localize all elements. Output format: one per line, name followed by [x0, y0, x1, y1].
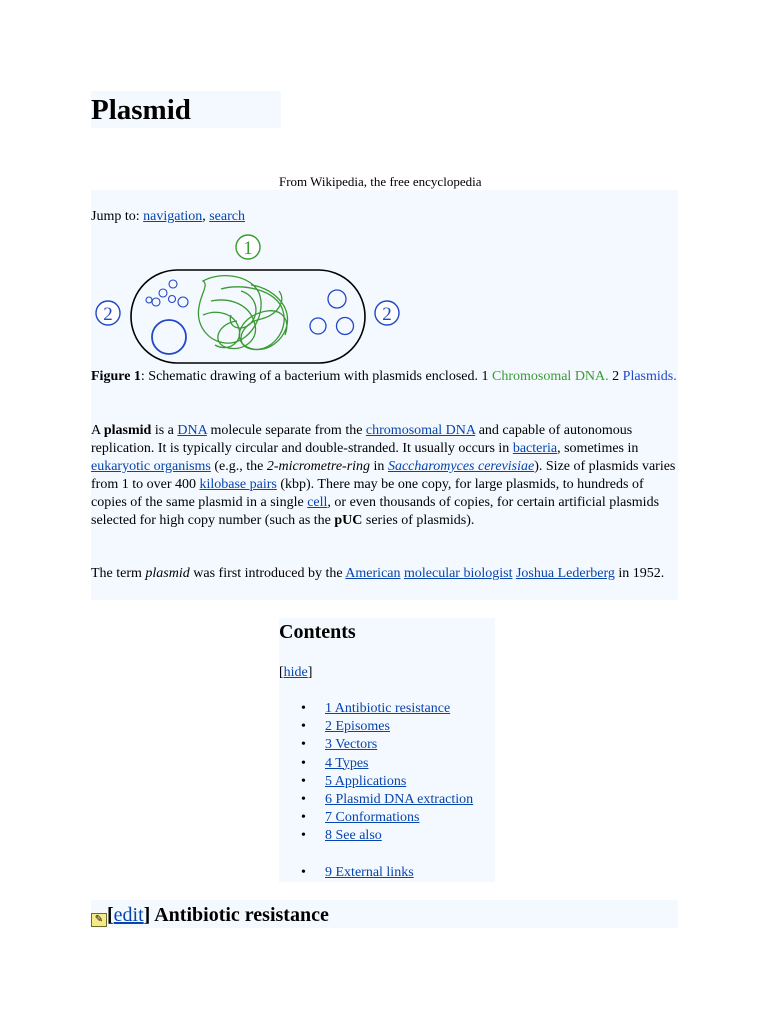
toc-link-conformations[interactable]: 7 Conformations: [325, 810, 420, 826]
term-paragraph: [91, 565, 681, 583]
label-chromosomal-number: 1: [243, 238, 253, 259]
caption-chromosomal: Chromosomal DNA.: [491, 369, 609, 384]
toc-item: [279, 700, 495, 718]
cell-outline: [131, 270, 365, 363]
toc-link-vectors[interactable]: 3 Vectors: [325, 737, 378, 753]
section-heading-antibiotic-resistance: [91, 902, 329, 928]
saccharomyces-link[interactable]: Saccharomyces cerevisiae: [387, 459, 535, 474]
intro-ring-term: 2-micrometre-ring: [266, 459, 371, 474]
toc-hide-link[interactable]: hide: [283, 665, 308, 680]
molecular-biologist-link[interactable]: molecular biologist: [404, 566, 513, 581]
search-link[interactable]: search: [209, 209, 245, 224]
section-title: Antibiotic resistance: [154, 904, 329, 926]
bacteria-link[interactable]: bacteria: [512, 441, 558, 456]
label-plasmid-right: [375, 301, 399, 325]
toc-link-plasmid-dna-extraction[interactable]: 6 Plasmid DNA extraction: [325, 792, 474, 808]
intro-text: , sometimes in: [557, 441, 639, 456]
intro-text: ). Size of plasmids varies from 1 to over 400: [91, 459, 676, 492]
page-title: Plasmid: [91, 94, 191, 126]
intro-text: A: [91, 423, 104, 438]
caption-text: : Schematic drawing of a bacterium with plasmids enclosed. 1: [140, 369, 492, 384]
intro-puc-term: pUC: [334, 513, 363, 528]
label-plasmid-left: [96, 301, 120, 325]
toc-link-see-also[interactable]: 8 See also: [325, 828, 382, 844]
toc-list: [279, 700, 495, 882]
chromosomal-dna-link[interactable]: chromosomal DNA: [365, 423, 476, 438]
intro-text: (kbp). There may be one copy, for large plasmids, to hundreds of copies of the same plasmid in a single: [91, 477, 644, 510]
caption-label: Figure 1: [91, 369, 141, 384]
plasmid-small: [159, 289, 167, 297]
plasmid-small: [169, 280, 177, 288]
table-of-contents: [279, 618, 495, 882]
caption-sep: 2: [608, 369, 623, 384]
jump-separator: ,: [202, 209, 210, 224]
bacterium-diagram: [91, 231, 409, 369]
figure-caption: [91, 368, 681, 386]
toc-item: [279, 809, 495, 827]
toc-link-external-links[interactable]: 9 External links: [325, 864, 414, 880]
toc-bracket: [: [279, 665, 284, 680]
term-text: The term: [91, 566, 146, 581]
toc-link-episomes[interactable]: 2 Episomes: [325, 719, 390, 735]
site-tagline: From Wikipedia, the free encyclopedia: [279, 174, 482, 189]
edit-bracket: ]: [143, 904, 155, 926]
toc-title: Contents: [279, 621, 356, 643]
jump-links: [91, 208, 245, 226]
edit-bracket: [: [107, 904, 114, 926]
cell-link[interactable]: cell: [307, 495, 328, 510]
toc-item: [279, 864, 495, 882]
caption-plasmids: Plasmids.: [622, 369, 677, 384]
edit-section-link[interactable]: edit: [113, 904, 144, 926]
chromosomal-dna-tangle: [198, 276, 287, 350]
plasmid-medium: [337, 318, 354, 335]
toc-link-types[interactable]: 4 Types: [325, 755, 369, 771]
eukaryotic-organisms-link[interactable]: eukaryotic organisms: [91, 459, 211, 474]
plasmid-small: [178, 297, 188, 307]
toc-bracket: ]: [307, 665, 313, 680]
plasmid-small: [169, 296, 176, 303]
plasmid-medium: [310, 318, 326, 334]
toc-item: [279, 755, 495, 773]
jump-prefix: Jump to:: [91, 209, 144, 224]
term-text: in 1952.: [614, 566, 665, 581]
navigation-link[interactable]: navigation: [143, 209, 203, 224]
plasmid-small: [152, 298, 160, 306]
edit-pencil-icon[interactable]: ✎: [91, 913, 107, 927]
intro-text: series of plasmids).: [362, 513, 475, 528]
label-plasmid-right-number: 2: [382, 304, 392, 325]
toc-item: [279, 827, 495, 845]
intro-paragraph: [91, 422, 681, 530]
intro-text: and capable of autonomous replication. It is typically circular and double-stranded. It usually occurs in: [91, 423, 633, 456]
toc-item: [279, 773, 495, 791]
plasmid-small: [146, 297, 152, 303]
plasmid-large: [152, 320, 186, 354]
joshua-lederberg-link[interactable]: Joshua Lederberg: [515, 566, 615, 581]
plasmid-medium: [328, 290, 346, 308]
toc-toggle: [279, 664, 495, 682]
label-plasmid-left-number: 2: [103, 304, 113, 325]
kilobase-pairs-link[interactable]: kilobase pairs: [199, 477, 277, 492]
intro-term-plasmid: plasmid: [103, 423, 152, 438]
toc-item: [279, 791, 495, 809]
intro-text: in: [370, 459, 388, 474]
term-italic-plasmid: plasmid: [145, 566, 190, 581]
label-chromosomal: [236, 235, 260, 259]
toc-link-applications[interactable]: 5 Applications: [325, 773, 407, 789]
dna-link[interactable]: DNA: [177, 423, 207, 438]
toc-item: [279, 718, 495, 736]
intro-text: , or even thousands of copies, for certain artificial plasmids selected for high copy number (such as the: [91, 495, 660, 528]
american-link[interactable]: American: [345, 566, 401, 581]
toc-link-antibiotic-resistance[interactable]: 1 Antibiotic resistance: [325, 701, 451, 716]
intro-text: is a: [151, 423, 178, 438]
intro-text: (e.g., the: [210, 459, 267, 474]
intro-text: molecule separate from the: [206, 423, 366, 438]
term-text: was first introduced by the: [189, 566, 346, 581]
toc-item: [279, 736, 495, 754]
